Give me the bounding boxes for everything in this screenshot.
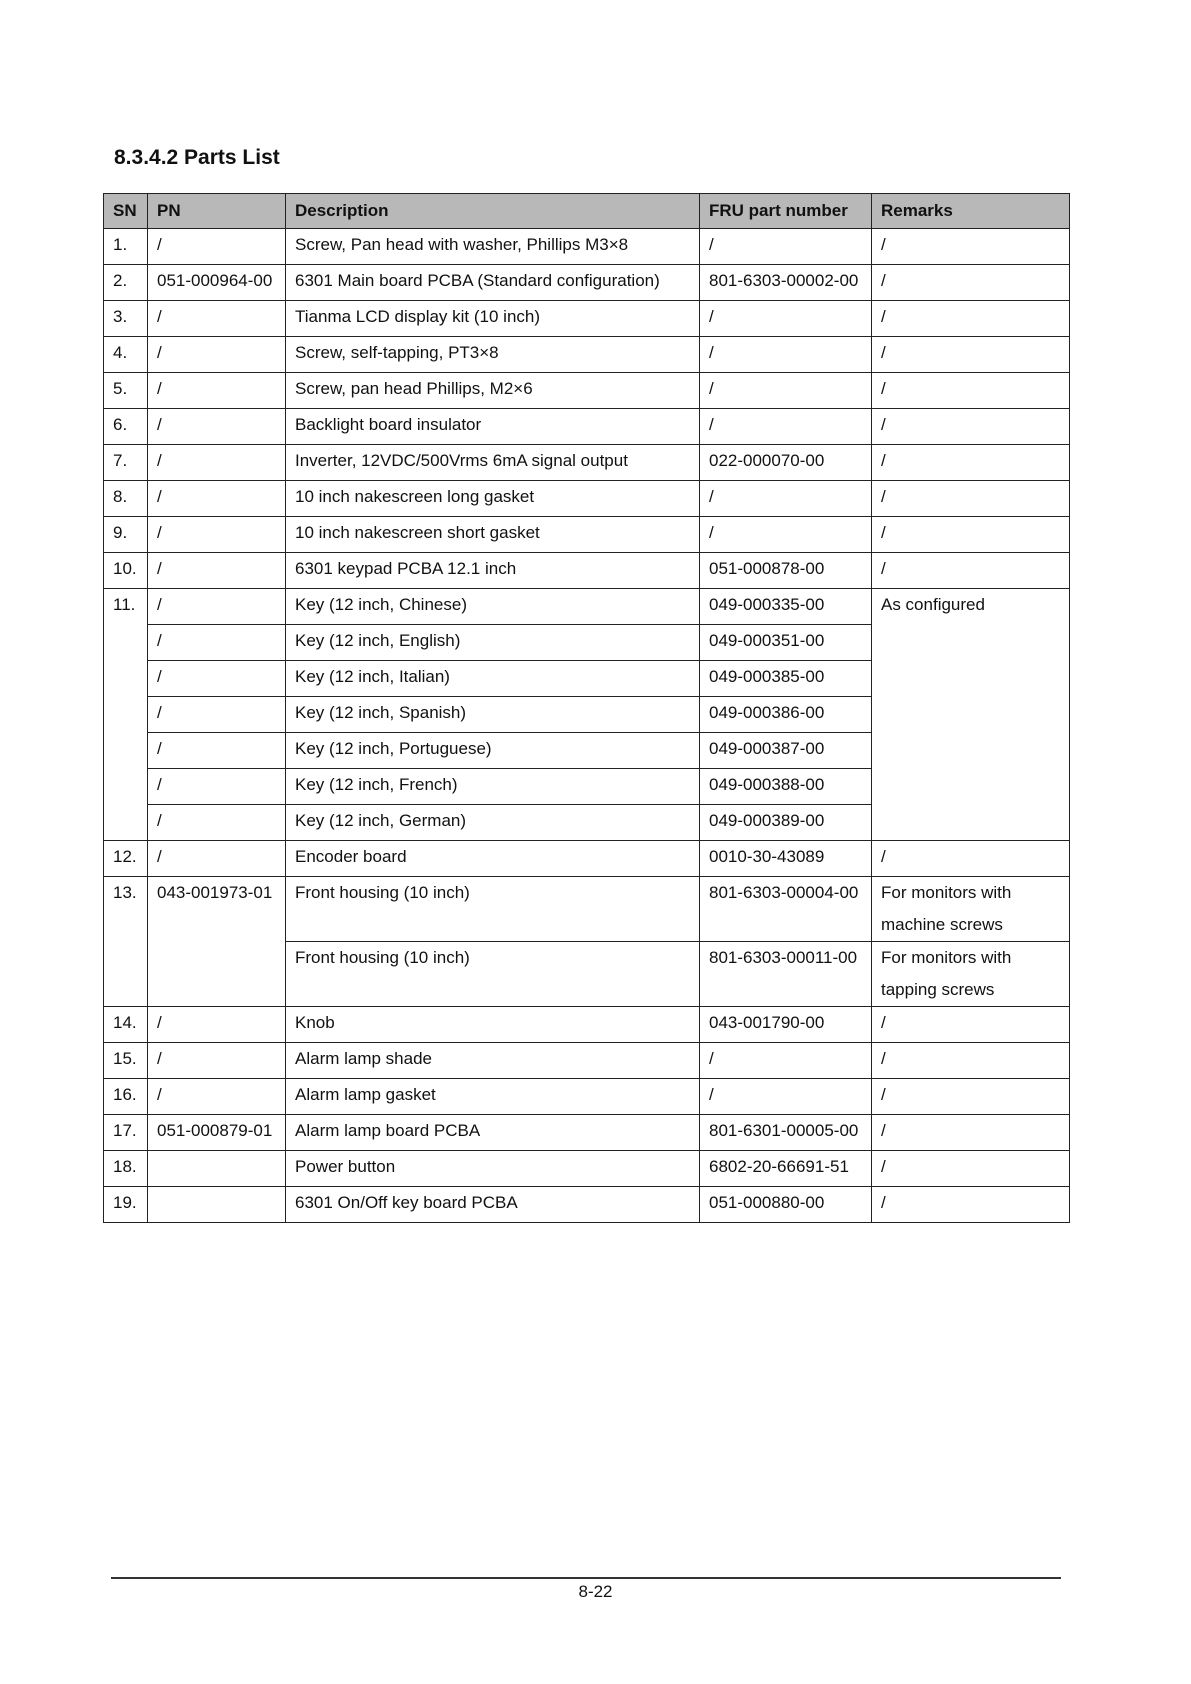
cell-description: 6301 Main board PCBA (Standard configuration) — [286, 265, 700, 301]
cell-description: 10 inch nakescreen long gasket — [286, 481, 700, 517]
cell-fru: 049-000389-00 — [700, 805, 872, 841]
cell-description: Key (12 inch, German) — [286, 805, 700, 841]
cell-remarks: / — [872, 1079, 1070, 1115]
footer-divider — [111, 1577, 1061, 1579]
cell-sn: 19. — [104, 1187, 148, 1223]
cell-remarks: / — [872, 553, 1070, 589]
cell-sn: 15. — [104, 1043, 148, 1079]
cell-remarks: / — [872, 517, 1070, 553]
cell-fru: 043-001790-00 — [700, 1007, 872, 1043]
table-row — [104, 877, 1070, 942]
cell-fru: 051-000878-00 — [700, 553, 872, 589]
cell-pn: / — [148, 589, 286, 625]
cell-description: Inverter, 12VDC/500Vrms 6mA signal output — [286, 445, 700, 481]
header-remarks: Remarks — [872, 194, 1070, 229]
cell-description: Front housing (10 inch) — [286, 877, 700, 942]
cell-description: Key (12 inch, Portuguese) — [286, 733, 700, 769]
cell-sn: 6. — [104, 409, 148, 445]
cell-description: Screw, self-tapping, PT3×8 — [286, 337, 700, 373]
cell-fru: 051-000880-00 — [700, 1187, 872, 1223]
cell-fru: / — [700, 481, 872, 517]
cell-pn: / — [148, 481, 286, 517]
cell-description: Encoder board — [286, 841, 700, 877]
cell-description: Knob — [286, 1007, 700, 1043]
remarks-line: tapping screws — [881, 980, 995, 999]
header-fru: FRU part number — [700, 194, 872, 229]
cell-pn: / — [148, 445, 286, 481]
cell-remarks: / — [872, 1115, 1070, 1151]
cell-remarks: / — [872, 841, 1070, 877]
cell-fru: 801-6303-00004-00 — [700, 877, 872, 942]
cell-pn: / — [148, 373, 286, 409]
cell-pn: / — [148, 697, 286, 733]
remarks-line: For monitors with — [881, 948, 1012, 967]
cell-sn: 10. — [104, 553, 148, 589]
cell-pn: / — [148, 553, 286, 589]
cell-pn — [148, 1151, 286, 1187]
table-row — [104, 1043, 1070, 1079]
cell-sn: 7. — [104, 445, 148, 481]
cell-fru: 6802-20-66691-51 — [700, 1151, 872, 1187]
cell-pn: / — [148, 805, 286, 841]
cell-description: 6301 On/Off key board PCBA — [286, 1187, 700, 1223]
cell-pn: / — [148, 769, 286, 805]
header-sn: SN — [104, 194, 148, 229]
cell-remarks — [872, 877, 1070, 942]
cell-pn: / — [148, 1007, 286, 1043]
cell-fru: / — [700, 337, 872, 373]
cell-fru: / — [700, 1079, 872, 1115]
cell-pn: / — [148, 517, 286, 553]
cell-pn: / — [148, 337, 286, 373]
table-row — [104, 517, 1070, 553]
table-row — [104, 1151, 1070, 1187]
section-title: 8.3.4.2 Parts List — [114, 146, 280, 169]
table-row — [104, 1007, 1070, 1043]
cell-fru: 801-6303-00011-00 — [700, 942, 872, 1007]
cell-description: Front housing (10 inch) — [286, 942, 700, 1007]
table-row — [104, 841, 1070, 877]
cell-description: Alarm lamp shade — [286, 1043, 700, 1079]
remarks-line: For monitors with — [881, 883, 1012, 902]
cell-sn: 16. — [104, 1079, 148, 1115]
cell-fru: 049-000385-00 — [700, 661, 872, 697]
cell-fru: 049-000388-00 — [700, 769, 872, 805]
cell-sn: 1. — [104, 229, 148, 265]
cell-description: Backlight board insulator — [286, 409, 700, 445]
cell-fru: 049-000387-00 — [700, 733, 872, 769]
cell-description: Key (12 inch, Chinese) — [286, 589, 700, 625]
cell-fru: / — [700, 409, 872, 445]
table-row — [104, 1115, 1070, 1151]
header-description: Description — [286, 194, 700, 229]
cell-remarks: / — [872, 373, 1070, 409]
cell-pn: / — [148, 661, 286, 697]
cell-remarks: / — [872, 229, 1070, 265]
cell-remarks: / — [872, 481, 1070, 517]
cell-remarks: / — [872, 337, 1070, 373]
cell-description: 6301 keypad PCBA 12.1 inch — [286, 553, 700, 589]
cell-description: Alarm lamp board PCBA — [286, 1115, 700, 1151]
table-row — [104, 265, 1070, 301]
page-number: 8-22 — [578, 1582, 613, 1601]
cell-remarks: As configured — [872, 589, 1070, 841]
cell-pn: / — [148, 841, 286, 877]
cell-sn: 12. — [104, 841, 148, 877]
cell-description: Key (12 inch, English) — [286, 625, 700, 661]
cell-description: Key (12 inch, French) — [286, 769, 700, 805]
cell-fru: 022-000070-00 — [700, 445, 872, 481]
cell-remarks: / — [872, 1187, 1070, 1223]
cell-remarks: / — [872, 265, 1070, 301]
cell-fru: 801-6303-00002-00 — [700, 265, 872, 301]
cell-pn — [148, 1187, 286, 1223]
cell-pn: / — [148, 1043, 286, 1079]
cell-sn: 18. — [104, 1151, 148, 1187]
cell-description: Key (12 inch, Italian) — [286, 661, 700, 697]
cell-sn: 17. — [104, 1115, 148, 1151]
table-row — [104, 337, 1070, 373]
cell-pn: / — [148, 625, 286, 661]
cell-fru: 049-000386-00 — [700, 697, 872, 733]
table-row — [104, 481, 1070, 517]
cell-description: Screw, pan head Phillips, M2×6 — [286, 373, 700, 409]
cell-sn: 8. — [104, 481, 148, 517]
cell-pn: 051-000964-00 — [148, 265, 286, 301]
cell-sn: 9. — [104, 517, 148, 553]
cell-sn: 14. — [104, 1007, 148, 1043]
cell-remarks: / — [872, 1151, 1070, 1187]
header-pn: PN — [148, 194, 286, 229]
cell-pn: 043-001973-01 — [148, 877, 286, 1007]
cell-fru: 801-6301-00005-00 — [700, 1115, 872, 1151]
cell-description: Screw, Pan head with washer, Phillips M3×8 — [286, 229, 700, 265]
cell-fru: / — [700, 1043, 872, 1079]
cell-remarks: / — [872, 409, 1070, 445]
cell-remarks: / — [872, 445, 1070, 481]
cell-fru: 049-000351-00 — [700, 625, 872, 661]
cell-fru: / — [700, 517, 872, 553]
table-header-row — [104, 194, 1070, 229]
cell-description: 10 inch nakescreen short gasket — [286, 517, 700, 553]
cell-pn: / — [148, 1079, 286, 1115]
cell-fru: / — [700, 229, 872, 265]
parts-table — [103, 193, 1070, 1223]
cell-remarks: / — [872, 1043, 1070, 1079]
table-row — [104, 1187, 1070, 1223]
table-row — [104, 553, 1070, 589]
cell-fru: / — [700, 373, 872, 409]
cell-description: Tianma LCD display kit (10 inch) — [286, 301, 700, 337]
cell-sn: 3. — [104, 301, 148, 337]
cell-sn: 2. — [104, 265, 148, 301]
cell-remarks: / — [872, 301, 1070, 337]
cell-sn: 4. — [104, 337, 148, 373]
table-row — [104, 409, 1070, 445]
table-row — [104, 301, 1070, 337]
cell-pn: / — [148, 301, 286, 337]
cell-pn: / — [148, 733, 286, 769]
cell-pn: / — [148, 409, 286, 445]
cell-fru: 049-000335-00 — [700, 589, 872, 625]
cell-fru: / — [700, 301, 872, 337]
cell-sn: 5. — [104, 373, 148, 409]
table-row — [104, 1079, 1070, 1115]
cell-pn: / — [148, 229, 286, 265]
table-row — [104, 373, 1070, 409]
cell-sn: 13. — [104, 877, 148, 1007]
cell-sn: 11. — [104, 589, 148, 841]
table-row — [104, 445, 1070, 481]
cell-remarks: / — [872, 1007, 1070, 1043]
cell-description: Power button — [286, 1151, 700, 1187]
cell-fru: 0010-30-43089 — [700, 841, 872, 877]
cell-description: Alarm lamp gasket — [286, 1079, 700, 1115]
remarks-line: machine screws — [881, 915, 1003, 934]
cell-pn: 051-000879-01 — [148, 1115, 286, 1151]
cell-remarks — [872, 942, 1070, 1007]
table-row — [104, 229, 1070, 265]
cell-description: Key (12 inch, Spanish) — [286, 697, 700, 733]
table-row — [104, 589, 1070, 625]
